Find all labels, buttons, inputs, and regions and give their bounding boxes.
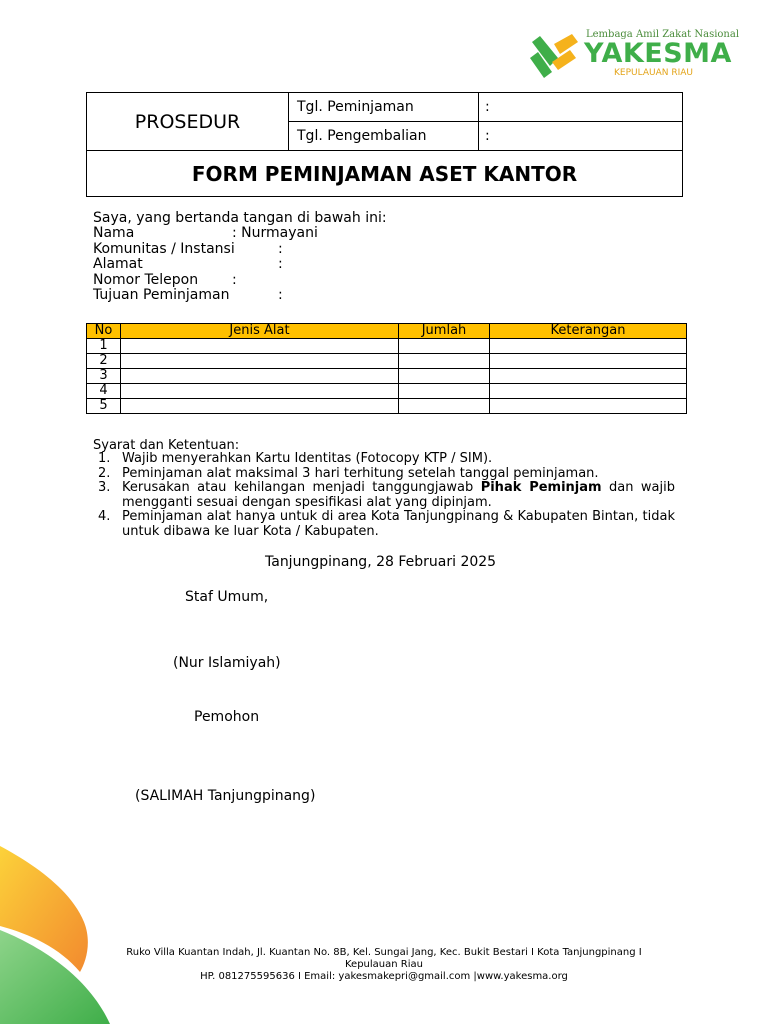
cell-keterangan[interactable] <box>490 384 687 399</box>
list-item-text: dan wajib mengganti sesuai dengan spesifikasi alat yang dipinjam. <box>122 480 675 510</box>
cell-jumlah[interactable] <box>399 339 490 354</box>
form-title: FORM PEMINJAMAN ASET KANTOR <box>191 161 578 186</box>
cell-jenis-alat[interactable] <box>121 354 399 369</box>
list-item <box>93 510 675 539</box>
list-item-text: Wajib menyerahkan Kartu Identitas (Fotocopy KTP / SIM). <box>122 451 493 466</box>
field-value-alamat[interactable]: : <box>278 256 283 272</box>
tgl-pengembalian-field[interactable]: : <box>479 122 682 151</box>
list-item-number: 3. <box>98 480 111 495</box>
cell-jenis-alat[interactable] <box>121 399 399 414</box>
table-row <box>87 339 687 354</box>
cell-jumlah[interactable] <box>399 384 490 399</box>
field-value-nama[interactable]: : Nurmayani <box>232 225 318 241</box>
leaf-logo-icon <box>528 32 582 80</box>
table-row <box>87 354 687 369</box>
applicant-title: Pemohon <box>194 709 260 725</box>
table-row <box>87 399 687 414</box>
field-value-komunitas[interactable]: : <box>278 241 283 257</box>
procedure-header-table <box>86 92 683 197</box>
list-item-text: Peminjaman alat hanya untuk di area Kota Tanjungpinang & Kabupaten Bintan, tidak untuk dibawa ke luar Kota / Kabupaten. <box>122 509 675 539</box>
cell-keterangan[interactable] <box>490 354 687 369</box>
terms-list <box>93 452 675 539</box>
col-header-keterangan: Keterangan <box>490 324 687 339</box>
field-label-tujuan: Tujuan Peminjaman <box>93 287 230 303</box>
logo-name: YAKESMA <box>584 38 732 69</box>
logo-tagline: Lembaga Amil Zakat Nasional <box>586 29 740 40</box>
cell-jumlah[interactable] <box>399 354 490 369</box>
cell-jumlah[interactable] <box>399 399 490 414</box>
footer-contact: HP. 081275595636 I Email: yakesmakepri@gmail.com |www.yakesma.org <box>200 971 568 982</box>
decorative-corner-shape <box>0 830 120 1024</box>
applicant-intro: Saya, yang bertanda tangan di bawah ini: <box>93 210 387 226</box>
tgl-pengembalian-label: Tgl. Pengembalian <box>289 122 479 151</box>
field-value-telepon[interactable]: : <box>232 272 237 288</box>
row-number: 3 <box>87 369 121 384</box>
list-item <box>93 452 675 467</box>
field-label-komunitas: Komunitas / Instansi <box>93 241 235 257</box>
field-label-nama: Nama <box>93 225 135 241</box>
list-item-text: Kerusakan atau kehilangan menjadi tanggungjawab <box>122 480 481 495</box>
table-header-row <box>87 324 687 339</box>
staff-title: Staf Umum, <box>185 589 269 605</box>
field-label-alamat: Alamat <box>93 256 143 272</box>
row-number: 1 <box>87 339 121 354</box>
footer <box>100 947 668 983</box>
field-label-telepon: Nomor Telepon <box>93 272 199 288</box>
tgl-peminjaman-label: Tgl. Peminjaman <box>289 93 479 122</box>
list-item-number: 2. <box>98 465 111 481</box>
cell-keterangan[interactable] <box>490 369 687 384</box>
list-item-number: 4. <box>98 509 111 524</box>
cell-keterangan[interactable] <box>490 399 687 414</box>
footer-address: Ruko Villa Kuantan Indah, Jl. Kuantan No. 8B, Kel. Sungai Jang, Kec. Bukit Bestari I Kota Tanjungpinang I Kepulauan Riau <box>126 947 642 970</box>
row-number: 4 <box>87 384 121 399</box>
col-header-jumlah: Jumlah <box>399 324 490 339</box>
field-value-tujuan[interactable]: : <box>278 287 283 303</box>
tgl-peminjaman-field[interactable]: : <box>479 93 682 122</box>
prosedur-label: PROSEDUR <box>87 93 289 151</box>
list-item <box>93 467 675 482</box>
items-table <box>86 323 687 414</box>
table-row <box>87 384 687 399</box>
applicant-name: (SALIMAH Tanjungpinang) <box>135 788 316 804</box>
cell-jumlah[interactable] <box>399 369 490 384</box>
list-item-number: 1. <box>98 451 111 466</box>
col-header-no: No <box>87 324 121 339</box>
terms-title: Syarat dan Ketentuan: <box>93 438 240 453</box>
list-item-bold-text: Pihak Peminjam <box>480 480 602 495</box>
cell-keterangan[interactable] <box>490 339 687 354</box>
staff-name: (Nur Islamiyah) <box>173 655 281 671</box>
row-number: 5 <box>87 399 121 414</box>
yakesma-logo <box>528 28 743 84</box>
table-row <box>87 369 687 384</box>
list-item <box>93 481 675 510</box>
cell-jenis-alat[interactable] <box>121 369 399 384</box>
logo-region: KEPULAUAN RIAU <box>614 68 693 78</box>
place-date: Tanjungpinang, 28 Februari 2025 <box>265 554 497 570</box>
col-header-jenis-alat: Jenis Alat <box>121 324 399 339</box>
cell-jenis-alat[interactable] <box>121 384 399 399</box>
row-number: 2 <box>87 354 121 369</box>
cell-jenis-alat[interactable] <box>121 339 399 354</box>
list-item-text: Peminjaman alat maksimal 3 hari terhitung setelah tanggal peminjaman. <box>122 465 599 481</box>
